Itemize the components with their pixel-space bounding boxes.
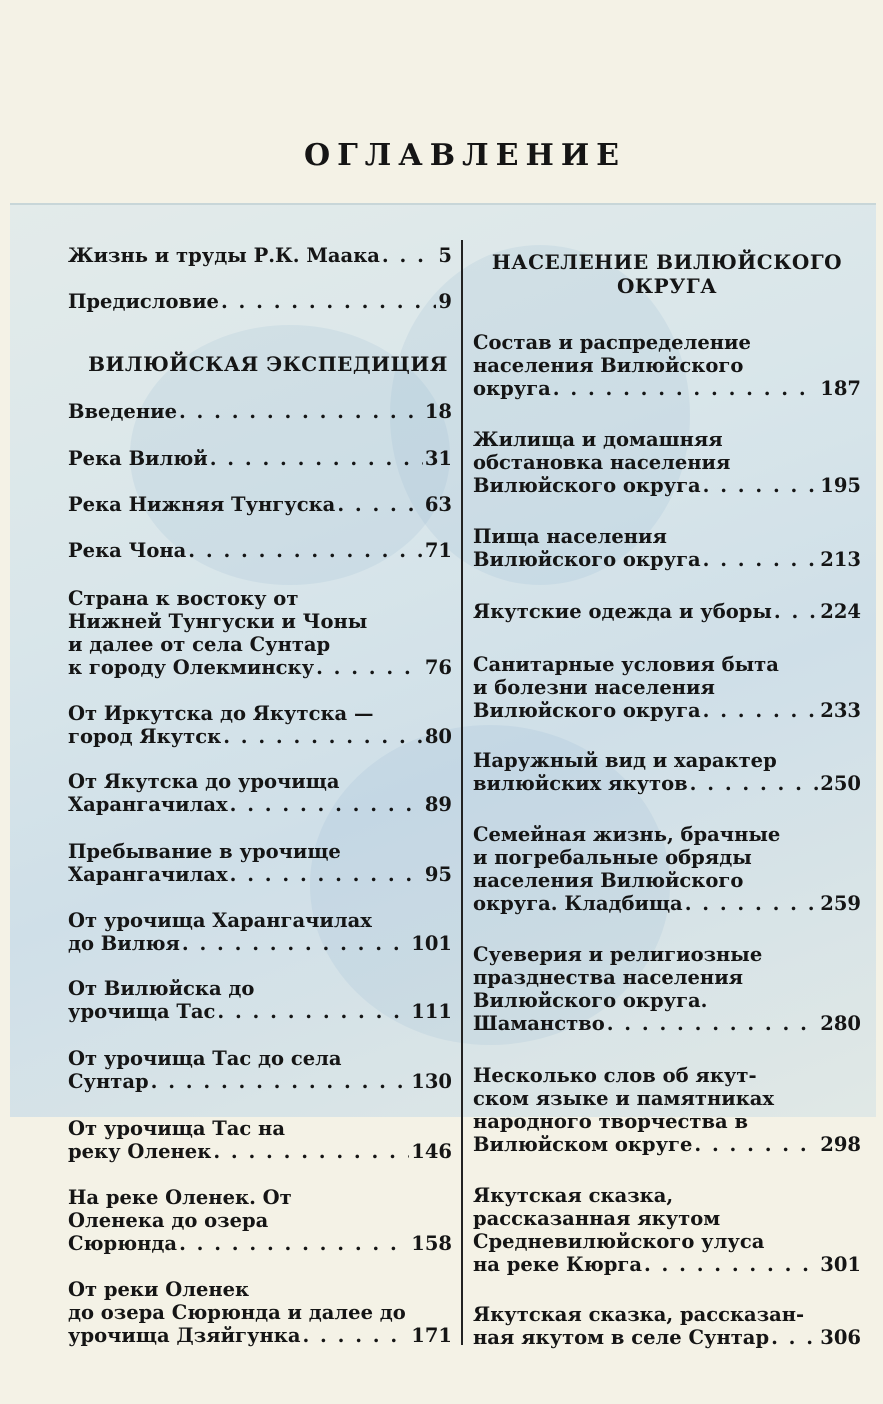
toc-entry[interactable]: Суеверия и религиозные празднества населения Вилюйского округа. Шаманство . . . 280	[473, 943, 861, 1035]
section-heading-population	[473, 250, 861, 298]
section-heading-expedition: ВИЛЮЙСКАЯ ЭКСПЕДИЦИЯ	[88, 352, 448, 376]
toc-entry[interactable]: Санитарные условия быта и болезни населения Вилюйского округа . . . 233	[473, 653, 861, 722]
toc-entry[interactable]: Якутская сказка, рассказанная якутом Средневилюйского улуса на реке Кюрга . . . 301	[473, 1184, 861, 1276]
toc-entry[interactable]: От Якутска до урочища Харангачилах . . . 89	[68, 770, 452, 816]
toc-entry[interactable]: От урочища Тас на реку Оленек . . . 146	[68, 1117, 452, 1163]
toc-entry[interactable]: Страна к востоку от Нижней Тунгуски и Чоны и далее от села Сунтар к городу Олекминску . . . 76	[68, 587, 452, 679]
toc-entry[interactable]: Якутская сказка, рассказан- ная якутом в селе Сунтар . . . 306	[473, 1303, 861, 1349]
toc-entry[interactable]: Пища населения Вилюйского округа . . . 213	[473, 525, 861, 571]
toc-entry[interactable]: От Вилюйска до урочища Тас . . . 111	[68, 977, 452, 1023]
toc-entry[interactable]: Введение . . . 18	[68, 400, 452, 423]
toc-entry[interactable]: От реки Оленек до озера Сюрюнда и далее до урочища Дзяйгунка . . . 171	[68, 1278, 452, 1347]
toc-entry[interactable]: От Иркутска до Якутска — город Якутск . . . 80	[68, 702, 452, 748]
toc-entry[interactable]: Предисловие . . . 9	[68, 290, 452, 313]
toc-entry[interactable]: Жизнь и труды Р.К. Маака . . . 5	[68, 244, 452, 267]
toc-entry[interactable]: Наружный вид и характер вилюйских якутов . . . 250	[473, 749, 861, 795]
toc-entry[interactable]: Река Вилюй . . . 31	[68, 447, 452, 470]
column-divider	[461, 240, 463, 1345]
toc-entry[interactable]: Жилища и домашняя обстановка населения Вилюйского округа . . . 195	[473, 428, 861, 497]
page-title: ОГЛАВЛЕНИЕ	[303, 138, 627, 173]
toc-entry[interactable]: Якутские одежда и уборы . . . 224	[473, 600, 861, 623]
toc-entry[interactable]: Река Нижняя Тунгуска . . . 63	[68, 493, 452, 516]
section-heading-line: ОКРУГА	[617, 274, 717, 298]
section-heading-line: НАСЕЛЕНИЕ ВИЛЮЙСКОГО	[491, 250, 843, 274]
toc-entry[interactable]: Река Чона . . . 71	[68, 539, 452, 562]
toc-entry[interactable]: Семейная жизнь, брачные и погребальные обряды населения Вилюйского округа. Кладбища . . . 259	[473, 823, 861, 915]
toc-entry[interactable]: Состав и распределение населения Вилюйского округа . . . 187	[473, 331, 861, 400]
toc-entry[interactable]: Пребывание в урочище Харангачилах . . . 95	[68, 840, 452, 886]
toc-entry[interactable]: От урочища Тас до села Сунтар . . . 130	[68, 1047, 452, 1093]
toc-entry[interactable]: На реке Оленек. От Оленека до озера Сюрюнда . . . 158	[68, 1186, 452, 1255]
toc-entry[interactable]: Несколько слов об якут- ском языке и памятниках народного творчества в Вилюйском округе . . . 298	[473, 1064, 861, 1156]
toc-entry[interactable]: От урочища Харангачилах до Вилюя . . . 101	[68, 909, 452, 955]
